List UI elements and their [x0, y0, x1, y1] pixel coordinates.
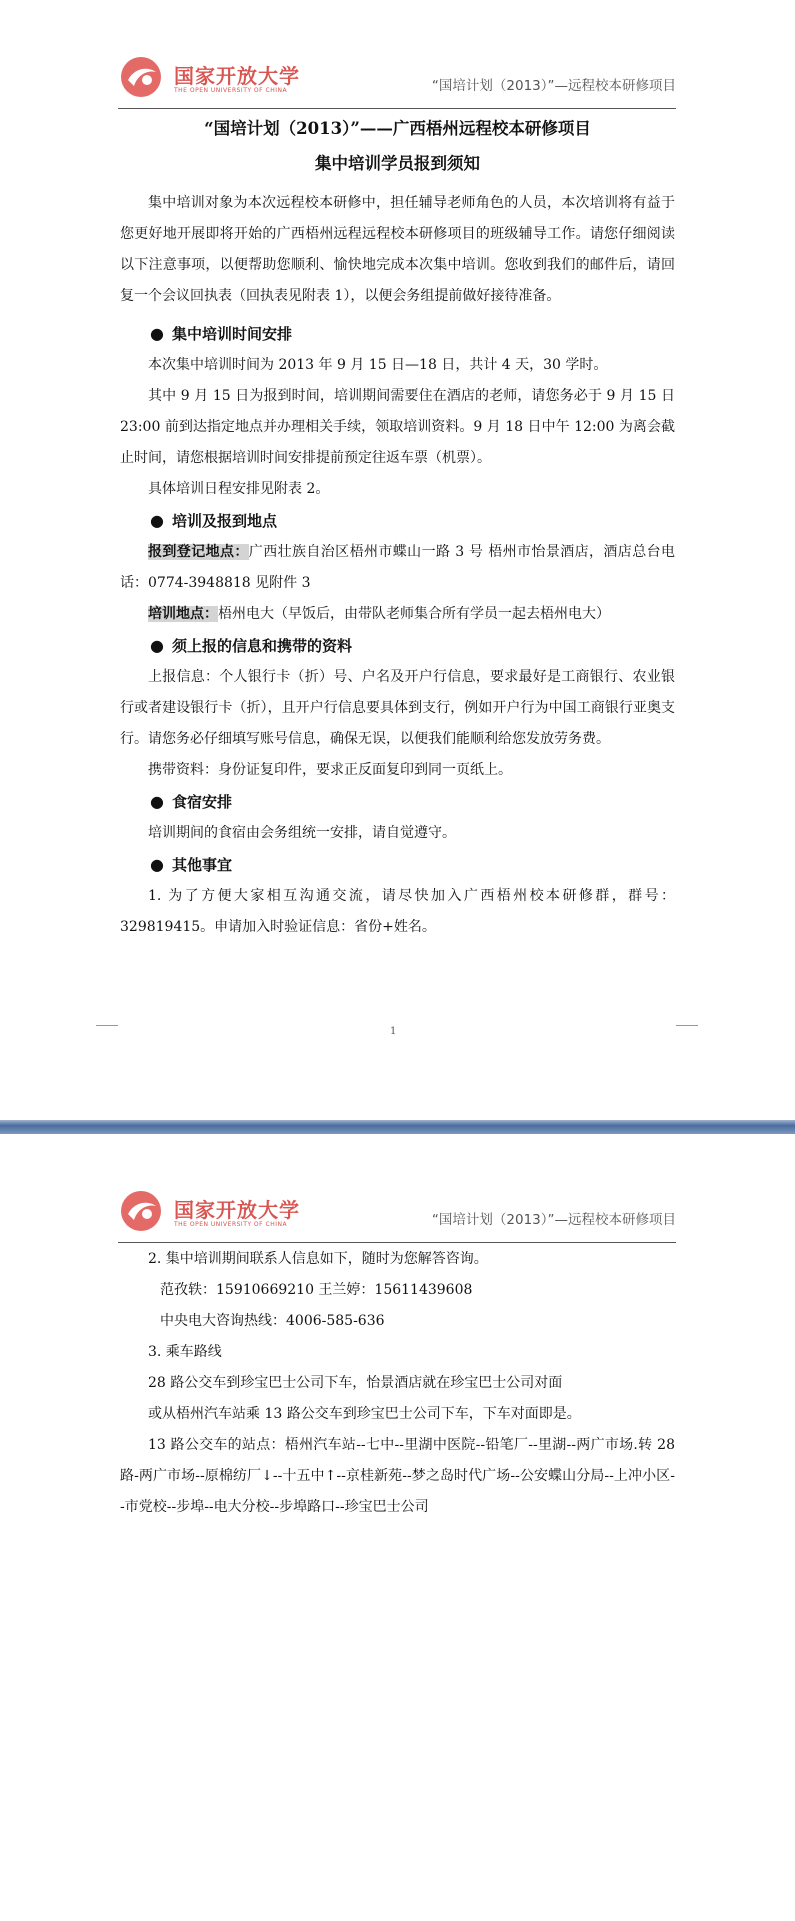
page2-body — [120, 1244, 675, 1523]
document-page-2 — [0, 1134, 795, 1921]
schedule-para-1: 本次集中培训时间为 2013 年 9 月 15 日—18 日，共计 4 天，30 学时。 — [148, 357, 608, 373]
route-para-1: 28 路公交车到珍宝巴士公司下车，怡景酒店就在珍宝巴士公司对面 — [148, 1375, 563, 1391]
page-number: 1 — [390, 1026, 397, 1037]
registration-location: 报到登记地点：广西壮族自治区梧州市蝶山一路 3 号 梧州市怡景酒店，酒店总台电话：0774-3948818 见附件 3 — [120, 544, 675, 591]
route-heading: 3. 乘车路线 — [148, 1344, 222, 1360]
materials-para-2: 携带资料：身份证复印件，要求正反面复印到同一页纸上。 — [148, 762, 512, 778]
hotline: 中央电大咨询热线：4006-585-636 — [160, 1313, 385, 1329]
accommodation-para: 培训期间的食宿由会务组统一安排，请自觉遵守。 — [148, 825, 456, 841]
intro-paragraph: 集中培训对象为本次远程校本研修中，担任辅导老师角色的人员，本次培训将有益于您更好地开展即将开始的广西梧州远程远程校本研修项目的班级辅导工作。请您仔细阅读以下注意事项，以便帮助您顺利、愉快地完成本次集中培训。您收到我们的邮件后，请回复一个会议回执表（回执表见附表 1），以便会务组提前做好接待准备。 — [120, 195, 675, 304]
materials-para-1: 上报信息：个人银行卡（折）号、户名及开户行信息，要求最好是工商银行、农业银行或者建设银行卡（折），且开户行信息要具体到支行，例如开户行为中国工商银行亚奥支行。请您务必仔细填写账号信息，确保无误，以便我们能顺利给您发放劳务费。 — [120, 669, 675, 747]
doc-title: “国培计划（2013）”——广西梧州远程校本研修项目 — [204, 119, 591, 138]
page-separator — [0, 1120, 795, 1134]
contact-persons: 范孜轶：15910669210 王兰婷：15611439608 — [160, 1282, 473, 1298]
section-heading-accommodation: ● 食宿安排 — [150, 792, 233, 811]
page-header-2 — [118, 1190, 676, 1243]
logo-text-en: THE OPEN UNIVERSITY OF CHINA — [174, 87, 288, 94]
doc-subtitle: 集中培训学员报到须知 — [315, 154, 480, 173]
training-location: 培训地点：梧州电大（早饭后，由带队老师集合所有学员一起去梧州电大） — [148, 606, 610, 622]
page-header — [118, 56, 676, 109]
route-para-2: 或从梧州汽车站乘 13 路公交车到珍宝巴士公司下车，下车对面即是。 — [148, 1406, 581, 1422]
header-project-title: “国培计划（2013）”—远程校本研修项目 — [431, 1212, 676, 1228]
route-stops: 13 路公交车的站点：梧州汽车站--七中--里湖中医院--铅笔厂--里湖--两广市场.转 28 路-两广市场--原棉纺厂↓--十五中↑--京桂新苑--梦之岛时代广场--公安蝶山分局--上冲小区--市党校--步埠--电大分校--步埠路口--珍宝巴士公司 — [120, 1437, 675, 1515]
university-logo-icon — [120, 1190, 162, 1232]
crop-mark-left — [96, 1025, 118, 1026]
page1-body — [120, 114, 675, 943]
section-heading-materials: ● 须上报的信息和携带的资料 — [150, 636, 353, 655]
schedule-para-2: 其中 9 月 15 日为报到时间，培训期间需要住在酒店的老师，请您务必于 9 月 15 日 23:00 前到达指定地点并办理相关手续，领取培训资料。9 月 18 日中午 12:00 为离会截止时间，请您根据培训时间安排提前预定往返车票（机票）。 — [120, 388, 675, 466]
logo-text-cn: 国家开放大学 — [174, 64, 300, 88]
university-logo-icon — [120, 56, 162, 98]
section-heading-other: ● 其他事宜 — [150, 855, 233, 874]
other-para-1: 1. 为了方便大家相互沟通交流，请尽快加入广西梧州校本研修群，群号：329819415。申请加入时验证信息：省份+姓名。 — [120, 888, 675, 935]
schedule-para-3: 具体培训日程安排见附表 2。 — [148, 481, 330, 497]
logo-text-cn: 国家开放大学 — [174, 1198, 300, 1222]
header-project-title: “国培计划（2013）”—远程校本研修项目 — [431, 78, 676, 94]
section-heading-location: ● 培训及报到地点 — [150, 511, 278, 530]
contact-intro: 2. 集中培训期间联系人信息如下，随时为您解答咨询。 — [148, 1251, 488, 1267]
crop-mark-right — [676, 1025, 698, 1026]
logo-text-en: THE OPEN UNIVERSITY OF CHINA — [174, 1221, 288, 1228]
section-heading-schedule: ● 集中培训时间安排 — [150, 324, 293, 343]
